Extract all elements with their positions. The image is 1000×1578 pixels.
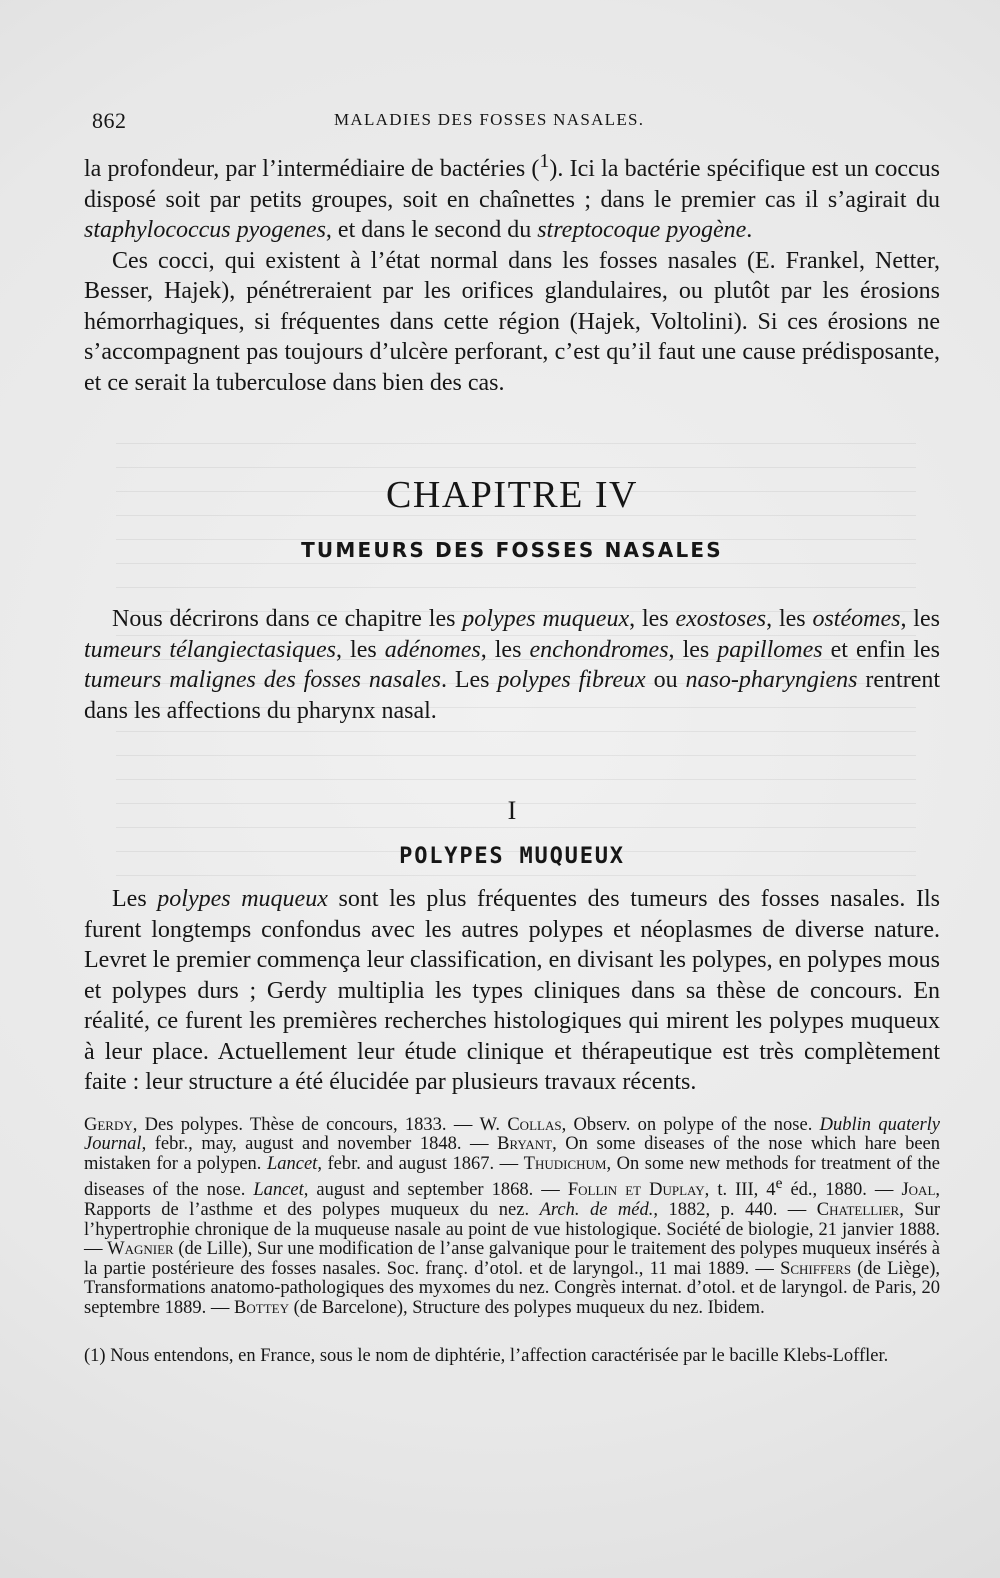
intro-text-e: , et dans le second du: [325, 217, 538, 243]
chapter-text-k: , les: [480, 636, 530, 663]
staphylococcus-term: staphylococcus pyogenes: [84, 217, 326, 243]
bib-text-1: , Des polypes. Thèse de concours, 1833. —: [132, 1114, 480, 1135]
edition-superscript: e: [775, 1175, 783, 1193]
chapter-paragraph: [84, 604, 940, 726]
bib-text-5: , febr. and august 1867. —: [317, 1153, 524, 1174]
chapter-term-exostoses: exostoses: [675, 606, 767, 632]
chapter-term-enchondromes: enchondromes: [529, 636, 669, 663]
author-schiffers: Schiffers: [780, 1258, 852, 1279]
bib-text-11: , 1882, p. 440. —: [653, 1200, 817, 1221]
streptocoque-term: streptocoque pyogène: [537, 217, 747, 243]
author-collas: W. Collas: [479, 1114, 562, 1135]
bibliography-block: [84, 1116, 940, 1319]
section-text-a: Les: [112, 886, 158, 912]
chapter-term-papillomes: papillomes: [717, 636, 823, 663]
author-gerdy: Gerdy: [84, 1114, 133, 1135]
chapter-text-u: rentrent dans les affections du pharynx nasal.: [84, 667, 941, 724]
journal-lancet-1: Lancet: [266, 1153, 318, 1174]
section-term-polypes-muqueux: polypes muqueux: [157, 886, 328, 912]
footnote-text: Nous entendons, en France, sous le nom de diphtérie, l’affection caractérisée par le bacille Klebs-Loffler.: [105, 1345, 889, 1366]
running-head: [84, 108, 940, 140]
chapter-term-tumeurs-telangiectasiques: tumeurs télangiectasiques: [84, 636, 336, 663]
journal-dublin: Dublin quaterly Journal: [84, 1114, 940, 1155]
bib-text-9: éd., 1880. —: [782, 1180, 902, 1201]
bib-text-14: (de Liège), Transformations anatomo-pathologiques des myxomes du nez. Congrès internat. d’otol. et de laryngol. de Paris, 20 septembre 1889. —: [84, 1258, 940, 1318]
bib-text-8: , t. III, 4: [704, 1180, 776, 1201]
bib-text-7: , august and september 1868. —: [303, 1180, 568, 1201]
page-number: 862: [92, 108, 127, 133]
chapter-term-naso-pharyngiens: naso-pharyngiens: [685, 667, 858, 693]
bib-text-15: (de Barcelone), Structure des polypes muqueux du nez. Ibidem.: [288, 1298, 765, 1318]
journal-arch-med: Arch. de méd.: [539, 1200, 654, 1221]
footnote: [84, 1347, 940, 1367]
author-chatellier: Chatellier: [816, 1200, 900, 1221]
author-bottey: Bottey: [234, 1298, 289, 1318]
chapter-text-q: . Les: [440, 667, 498, 693]
bib-text-6: , On some new methods for treatment of the diseases of the nose.: [84, 1153, 940, 1201]
chapter-term-polypes-fibreux: polypes fibreux: [497, 667, 646, 693]
bib-text-4: , On some diseases of the nose which hare been mistaken for a polypen.: [84, 1134, 940, 1174]
author-thudichum: Thudichum: [523, 1153, 607, 1174]
chapter-text-g: , les: [900, 606, 940, 632]
chapter-text-m: , les: [668, 636, 718, 663]
author-wagnier: Wagnier: [107, 1239, 174, 1260]
chapter-text-a: Nous décrirons dans ce chapitre les: [112, 606, 463, 632]
journal-lancet-2: Lancet: [253, 1180, 304, 1201]
chapter-text-e: , les: [766, 606, 813, 632]
chapter-term-adenomes: adénomes: [384, 636, 481, 663]
intro-text-c: ). Ici la bactérie spécifique est un coccus disposé soit par petits groupes, soit en chaînettes ; dans le premier cas il s’agirait du: [84, 156, 940, 213]
bib-text-2: , Observ. on polype of the nose.: [561, 1114, 820, 1135]
section-paragraph: [84, 884, 940, 1098]
chapter-subtitle: TUMEURS DES FOSSES NASALES: [301, 538, 723, 562]
chapter-title: CHAPITRE IV: [386, 474, 638, 516]
page-content: [84, 108, 940, 1366]
bib-text-13: (de Lille), Sur une modification de l’anse galvanique pour le traitement des polypes muqueux insérés à la partie postérieure des fosses nasales. Soc. franç. d’otol. et de laryngol., 11 mai 1889. —: [84, 1239, 941, 1279]
chapter-text-c: , les: [629, 606, 676, 632]
running-title: MALADIES DES FOSSES NASALES.: [334, 110, 645, 129]
chapter-term-polypes-muqueux: polypes muqueux: [462, 606, 630, 632]
chapter-text-s: ou: [645, 667, 686, 693]
author-follin-duplay: Follin et Duplay: [567, 1180, 705, 1201]
author-joal: Joal: [901, 1180, 936, 1201]
footnote-reference: 1: [539, 150, 550, 172]
chapter-text-i: , les: [336, 636, 385, 663]
author-bryant: Bryant: [497, 1134, 553, 1155]
intro-text-a: la profondeur, par l’intermédiaire de bactéries (: [84, 156, 540, 182]
bib-text-3: , febr., may, august and november 1848. —: [141, 1134, 498, 1155]
intro-text-g: .: [746, 217, 753, 243]
footnote-marker: (1): [84, 1345, 106, 1366]
intro-paragraph-2: Ces cocci, qui existent à l’état normal dans les fosses nasales (E. Frankel, Netter, Besser, Hajek), pénétreraient par les orifices glandulaires, ou plutôt par les érosions hémorrhagiques, si fréquentes dans cette région (Hajek, Voltolini). Si ces érosions ne s’accompagnent pas toujours d’ulcère perforant, c’est qu’il faut une cause prédisposante, et ce serait la tuberculose dans bien des cas.: [84, 247, 940, 396]
section-text-c: sont les plus fréquentes des tumeurs des fosses nasales. Ils furent longtemps confondus avec les autres polypes et néoplasmes de diverse nature. Levret le premier commença leur classification, en divisant les polypes, en polypes mous et polypes durs ; Gerdy multiplia les types cliniques dans sa thèse de concours. En réalité, ce furent les premières recherches histologiques qui mirent les polypes muqueux à leur place. Actuellement leur étude clinique et thérapeutique est très complètement faite : leur structure a été élucidée par plusieurs travaux récents.: [84, 886, 940, 1095]
chapter-text-o: et enfin les: [822, 636, 940, 663]
intro-paragraph-1: [84, 146, 940, 246]
bib-text-10: , Rapports de l’asthme et des polypes muqueux du nez.: [84, 1180, 941, 1221]
bib-text-12: , Sur l’hypertrophie chronique de la muqueuse nasale au point de vue histologique. Société de biologie, 21 janvier 1888. —: [84, 1200, 940, 1260]
section-title: POLYPES MUQUEUX: [399, 844, 625, 869]
chapter-term-tumeurs-malignes: tumeurs malignes des fosses nasales: [84, 667, 441, 693]
section-number: I: [507, 796, 517, 825]
chapter-term-osteomes: ostéomes: [812, 606, 901, 632]
